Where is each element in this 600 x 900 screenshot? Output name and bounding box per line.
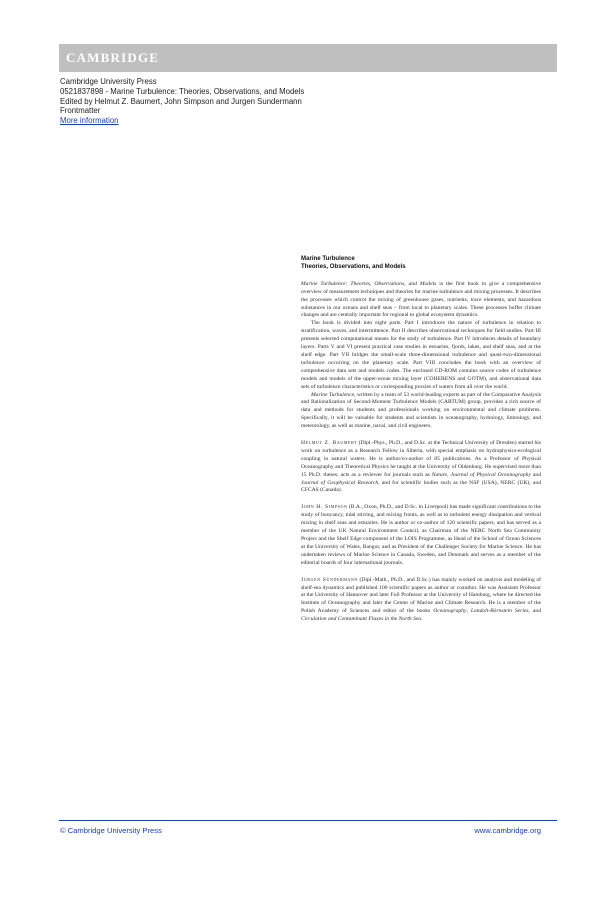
editor-name-baumert: Helmut Z. Baumert — [301, 440, 358, 447]
book-metadata — [60, 77, 304, 126]
book-title: Marine Turbulence — [301, 255, 355, 262]
editor-name-simpson: John H. Simpson — [301, 504, 348, 511]
book-description-column — [301, 255, 541, 624]
bio-sundermann — [301, 577, 541, 624]
publisher-name: Cambridge University Press — [60, 77, 157, 86]
website-link[interactable]: www.cambridge.org — [474, 826, 541, 835]
isbn-title: 0521837898 - Marine Turbulence: Theories, Observations, and Models — [60, 86, 305, 96]
bio-text: (Dipl.-Phys., Ph.D., and D.Sc. at the Technical University of Dresden) started his work on turbulence as a Research Fellow in Siberia, with special emphasis on hydrophysics-ecological coupling in natural waters. He is author/co-author of 85 publications. As a Professor of Physical Oceanography and Theoretical Physics he taught at the University of Oldenburg. He supervised more than 15 Ph.D. theses; acts as a reviewer for journals such as — [301, 440, 541, 478]
description-paragraph-3 — [301, 392, 541, 432]
journal-name: Journal of Physical Oceanography — [450, 471, 531, 478]
bio-simpson — [301, 504, 541, 567]
book-name: Circulation and Contaminant Fluxes in the North Sea — [301, 616, 422, 623]
description-text-3: , written by a team of 53 world-leading experts as part of the Comparative Analysis and Rationalization of Second-Moment Turbulence Models (CARTUM) group, provides a rich source of data and methods for students and professionals working on environmental and climate problems. Specifically, it will be valuable for students and scientists in oceanography, hydrology, limnology, and meteorology, as well as marine, naval, and civil engineers. — [301, 391, 541, 430]
separator: , — [466, 608, 471, 615]
section-label: Frontmatter — [60, 106, 101, 116]
book-title-italic: Marine Turbulence: Theories, Observations, and Models — [301, 280, 437, 287]
description-paragraph-2: The book is divided into eight parts. Part I introduces the nature of turbulence in relation to stratification, waves, and intermittence. Part II describes observational techniques for field studies. Part III presents selected computational means for the study of turbulence. Part IV introduces details of boundary layers. Parts V and VI present practical case studies in estuaries, fjords, lakes, and shelf seas, and at the shelf edge. Part VII bridges the small-scale three-dimensional turbulence and quasi-two-dimensional turbulence occurring on the planetary scale. Part VIII concludes the book with an overview of comprehensive data sets and models codes. The enclosed CD-ROM contains source codes of turbulence models and models of the upper-ocean mixing layer (COHERENS and GOTM), and observational data sets of turbulence characteristics or corresponding proxies of waters from all over the world. — [301, 320, 541, 390]
bio-text: , and for scientific bodies such as the NSF (USA), NERC (UK), and CFCAS (Canada). — [301, 479, 542, 494]
journal-name: Nature — [431, 471, 448, 478]
book-name: Landolt-Börnstein Series — [470, 608, 529, 615]
description-paragraph-1 — [301, 281, 541, 321]
publisher-banner — [59, 44, 557, 72]
more-information-link[interactable]: More information — [60, 116, 119, 126]
footer-divider — [59, 820, 557, 821]
separator: , and — [528, 608, 542, 615]
bio-text: (Dipl.-Math., Ph.D., and D.Sc.) has mainly worked on analysis and modeling of shelf-sea dynamics and published 100 scientific papers as author or coauthor. He was Assistant Professor at the University of Hannover and later Full Professor at the University of Hamburg, where he directed the Institute of Oceanography and later the Center of Marine and Climate Research. He is a member of the Polish Academy of Sciences and editor of the books — [301, 576, 541, 615]
bio-baumert — [301, 440, 541, 495]
copyright-notice: © Cambridge University Press — [60, 826, 162, 835]
bio-text: (B.A., Oxon, Ph.D., and D.Sc. in Liverpool) has made significant contributions to the study of buoyancy, tidal stirring, and mixing fronts, as well as to turbulent energy dissipation and vertical mixing in shelf seas and estuaries. He is author or co-author of 120 scientific papers, and has served as a member of the UK Natural Environment Council, as Chairman of the NERC North Sea Community Project and the Shelf Edge component of the LOIS Programme, as Head of the School of Ocean Sciences at the University of Wales, Bangor, and as President of the Challenger Society for Marine Science. He has undertaken reviews of Marine Science in Canada, Sweden, and Denmark and serves as a member of the editorial boards of four international journals. — [301, 504, 541, 566]
description-text-1: is the first book to give a comprehensive overview of measurement techniques and theories for marine turbulence and mixing processes. It describes the processes which control the mixing of greenhouse gases, nutrients, trace elements, and hazardous substances in our oceans and shelf seas – from local to planetary scales. These processes buffer climate changes and are centrally important for regional to global ecosystem dynamics. — [301, 280, 541, 319]
editors-line: Edited by Helmut Z. Baumert, John Simpson and Jurgen Sundermann — [60, 96, 302, 106]
journal-name: Journal of Geophysical Research — [301, 479, 379, 486]
separator: , — [447, 471, 451, 478]
separator: and — [530, 471, 542, 478]
book-subtitle: Theories, Observations, and Models — [301, 263, 406, 271]
editor-name-sundermann: Jürgen Sündermann — [301, 576, 358, 583]
book-name: Oceanography — [433, 608, 467, 615]
separator: . — [421, 616, 423, 623]
cambridge-logo: CAMBRIDGE — [66, 50, 160, 65]
book-title-italic-2: Marine Turbulence — [311, 391, 355, 398]
